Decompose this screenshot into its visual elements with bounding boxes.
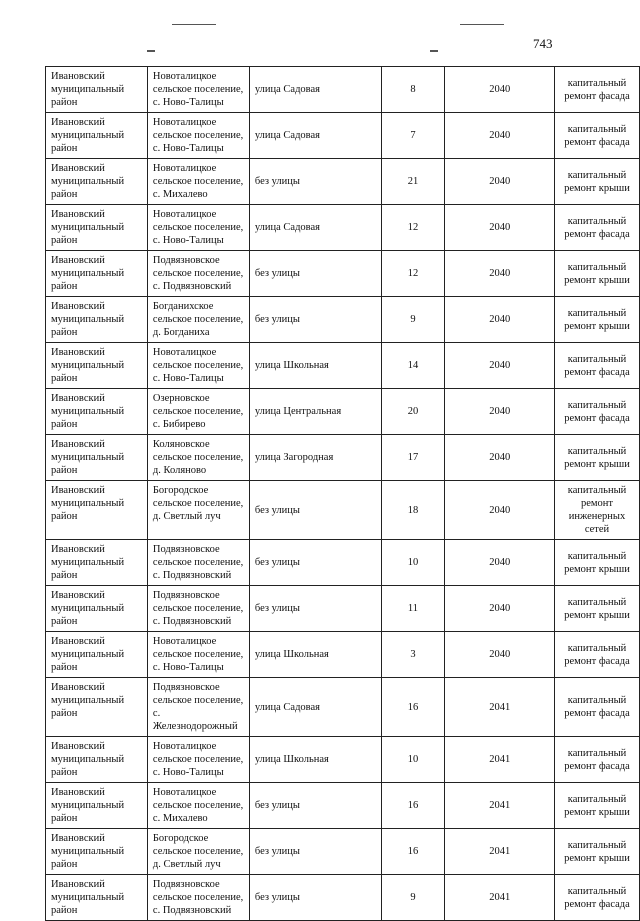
settlement-cell: Подвязновское сельское поселение, с. Железнодорожный (147, 678, 249, 737)
house-number-cell: 17 (381, 435, 445, 481)
repair-schedule-table (45, 66, 640, 921)
work-type-cell: капитальный ремонт фасада (555, 875, 640, 921)
street-cell: улица Школьная (249, 343, 381, 389)
district-cell: Ивановский муниципальный район (46, 113, 148, 159)
district-cell: Ивановский муниципальный район (46, 737, 148, 783)
work-type-cell: капитальный ремонт фасада (555, 678, 640, 737)
table-row (46, 737, 640, 783)
table-row (46, 343, 640, 389)
street-cell: без улицы (249, 783, 381, 829)
settlement-cell: Богородское сельское поселение, д. Светлый луч (147, 481, 249, 540)
table-row (46, 159, 640, 205)
work-type-cell: капитальный ремонт инженерных сетей (555, 481, 640, 540)
house-number-cell: 11 (381, 586, 445, 632)
district-cell: Ивановский муниципальный район (46, 783, 148, 829)
table-row (46, 540, 640, 586)
settlement-cell: Новоталицкое сельское поселение, с. Ново-Талицы (147, 205, 249, 251)
table-row (46, 678, 640, 737)
house-number-cell: 10 (381, 540, 445, 586)
settlement-cell: Богородское сельское поселение, д. Светлый луч (147, 829, 249, 875)
district-cell: Ивановский муниципальный район (46, 586, 148, 632)
scan-mark (147, 50, 155, 52)
street-cell: улица Центральная (249, 389, 381, 435)
house-number-cell: 9 (381, 875, 445, 921)
house-number-cell: 21 (381, 159, 445, 205)
house-number-cell: 3 (381, 632, 445, 678)
street-cell: улица Загородная (249, 435, 381, 481)
street-cell: улица Школьная (249, 737, 381, 783)
street-cell: без улицы (249, 875, 381, 921)
scan-mark (460, 24, 504, 25)
year-cell: 2040 (445, 435, 555, 481)
settlement-cell: Озерновское сельское поселение, с. Бибирево (147, 389, 249, 435)
street-cell: без улицы (249, 540, 381, 586)
work-type-cell: капитальный ремонт фасада (555, 737, 640, 783)
year-cell: 2041 (445, 678, 555, 737)
house-number-cell: 12 (381, 251, 445, 297)
house-number-cell: 20 (381, 389, 445, 435)
house-number-cell: 7 (381, 113, 445, 159)
street-cell: без улицы (249, 829, 381, 875)
table-row (46, 113, 640, 159)
settlement-cell: Коляновское сельское поселение, д. Коляново (147, 435, 249, 481)
work-type-cell: капитальный ремонт фасада (555, 389, 640, 435)
settlement-cell: Новоталицкое сельское поселение, с. Ново-Талицы (147, 67, 249, 113)
district-cell: Ивановский муниципальный район (46, 67, 148, 113)
year-cell: 2041 (445, 737, 555, 783)
year-cell: 2041 (445, 783, 555, 829)
table-row (46, 297, 640, 343)
work-type-cell: капитальный ремонт крыши (555, 435, 640, 481)
table-row (46, 783, 640, 829)
district-cell: Ивановский муниципальный район (46, 829, 148, 875)
house-number-cell: 14 (381, 343, 445, 389)
district-cell: Ивановский муниципальный район (46, 678, 148, 737)
district-cell: Ивановский муниципальный район (46, 251, 148, 297)
district-cell: Ивановский муниципальный район (46, 297, 148, 343)
district-cell: Ивановский муниципальный район (46, 875, 148, 921)
street-cell: без улицы (249, 586, 381, 632)
year-cell: 2040 (445, 586, 555, 632)
settlement-cell: Новоталицкое сельское поселение, с. Ново-Талицы (147, 113, 249, 159)
work-type-cell: капитальный ремонт фасада (555, 67, 640, 113)
table-row (46, 435, 640, 481)
year-cell: 2040 (445, 251, 555, 297)
district-cell: Ивановский муниципальный район (46, 481, 148, 540)
house-number-cell: 16 (381, 829, 445, 875)
scan-mark (172, 24, 216, 25)
year-cell: 2040 (445, 67, 555, 113)
table-row (46, 875, 640, 921)
district-cell: Ивановский муниципальный район (46, 540, 148, 586)
year-cell: 2040 (445, 343, 555, 389)
table-row (46, 632, 640, 678)
street-cell: улица Садовая (249, 113, 381, 159)
work-type-cell: капитальный ремонт крыши (555, 297, 640, 343)
district-cell: Ивановский муниципальный район (46, 205, 148, 251)
year-cell: 2040 (445, 113, 555, 159)
district-cell: Ивановский муниципальный район (46, 632, 148, 678)
street-cell: без улицы (249, 159, 381, 205)
year-cell: 2040 (445, 389, 555, 435)
district-cell: Ивановский муниципальный район (46, 343, 148, 389)
settlement-cell: Новоталицкое сельское поселение, с. Ново-Талицы (147, 632, 249, 678)
year-cell: 2040 (445, 159, 555, 205)
work-type-cell: капитальный ремонт фасада (555, 113, 640, 159)
district-cell: Ивановский муниципальный район (46, 159, 148, 205)
table-row (46, 586, 640, 632)
year-cell: 2041 (445, 875, 555, 921)
work-type-cell: капитальный ремонт крыши (555, 829, 640, 875)
year-cell: 2040 (445, 540, 555, 586)
settlement-cell: Новоталицкое сельское поселение, с. Ново-Талицы (147, 343, 249, 389)
page-number: 743 (533, 36, 553, 51)
settlement-cell: Богданихское сельское поселение, д. Богданиха (147, 297, 249, 343)
work-type-cell: капитальный ремонт крыши (555, 586, 640, 632)
settlement-cell: Подвязновское сельское поселение, с. Подвязновский (147, 251, 249, 297)
work-type-cell: капитальный ремонт фасада (555, 343, 640, 389)
table-row (46, 67, 640, 113)
work-type-cell: капитальный ремонт крыши (555, 251, 640, 297)
street-cell: без улицы (249, 481, 381, 540)
table-row (46, 829, 640, 875)
house-number-cell: 8 (381, 67, 445, 113)
street-cell: без улицы (249, 297, 381, 343)
year-cell: 2041 (445, 829, 555, 875)
street-cell: улица Школьная (249, 632, 381, 678)
settlement-cell: Новоталицкое сельское поселение, с. Михалево (147, 783, 249, 829)
work-type-cell: капитальный ремонт фасада (555, 205, 640, 251)
work-type-cell: капитальный ремонт крыши (555, 783, 640, 829)
settlement-cell: Подвязновское сельское поселение, с. Подвязновский (147, 875, 249, 921)
street-cell: улица Садовая (249, 205, 381, 251)
house-number-cell: 12 (381, 205, 445, 251)
table-row (46, 389, 640, 435)
table-row (46, 205, 640, 251)
street-cell: улица Садовая (249, 67, 381, 113)
street-cell: без улицы (249, 251, 381, 297)
house-number-cell: 16 (381, 783, 445, 829)
district-cell: Ивановский муниципальный район (46, 435, 148, 481)
house-number-cell: 9 (381, 297, 445, 343)
work-type-cell: капитальный ремонт крыши (555, 540, 640, 586)
year-cell: 2040 (445, 205, 555, 251)
year-cell: 2040 (445, 632, 555, 678)
table-row (46, 251, 640, 297)
house-number-cell: 18 (381, 481, 445, 540)
house-number-cell: 16 (381, 678, 445, 737)
district-cell: Ивановский муниципальный район (46, 389, 148, 435)
work-type-cell: капитальный ремонт фасада (555, 632, 640, 678)
scan-mark (430, 50, 438, 52)
settlement-cell: Подвязновское сельское поселение, с. Подвязновский (147, 586, 249, 632)
settlement-cell: Подвязновское сельское поселение, с. Подвязновский (147, 540, 249, 586)
settlement-cell: Новоталицкое сельское поселение, с. Михалево (147, 159, 249, 205)
house-number-cell: 10 (381, 737, 445, 783)
street-cell: улица Садовая (249, 678, 381, 737)
year-cell: 2040 (445, 481, 555, 540)
work-type-cell: капитальный ремонт крыши (555, 159, 640, 205)
year-cell: 2040 (445, 297, 555, 343)
table-row (46, 481, 640, 540)
settlement-cell: Новоталицкое сельское поселение, с. Ново-Талицы (147, 737, 249, 783)
